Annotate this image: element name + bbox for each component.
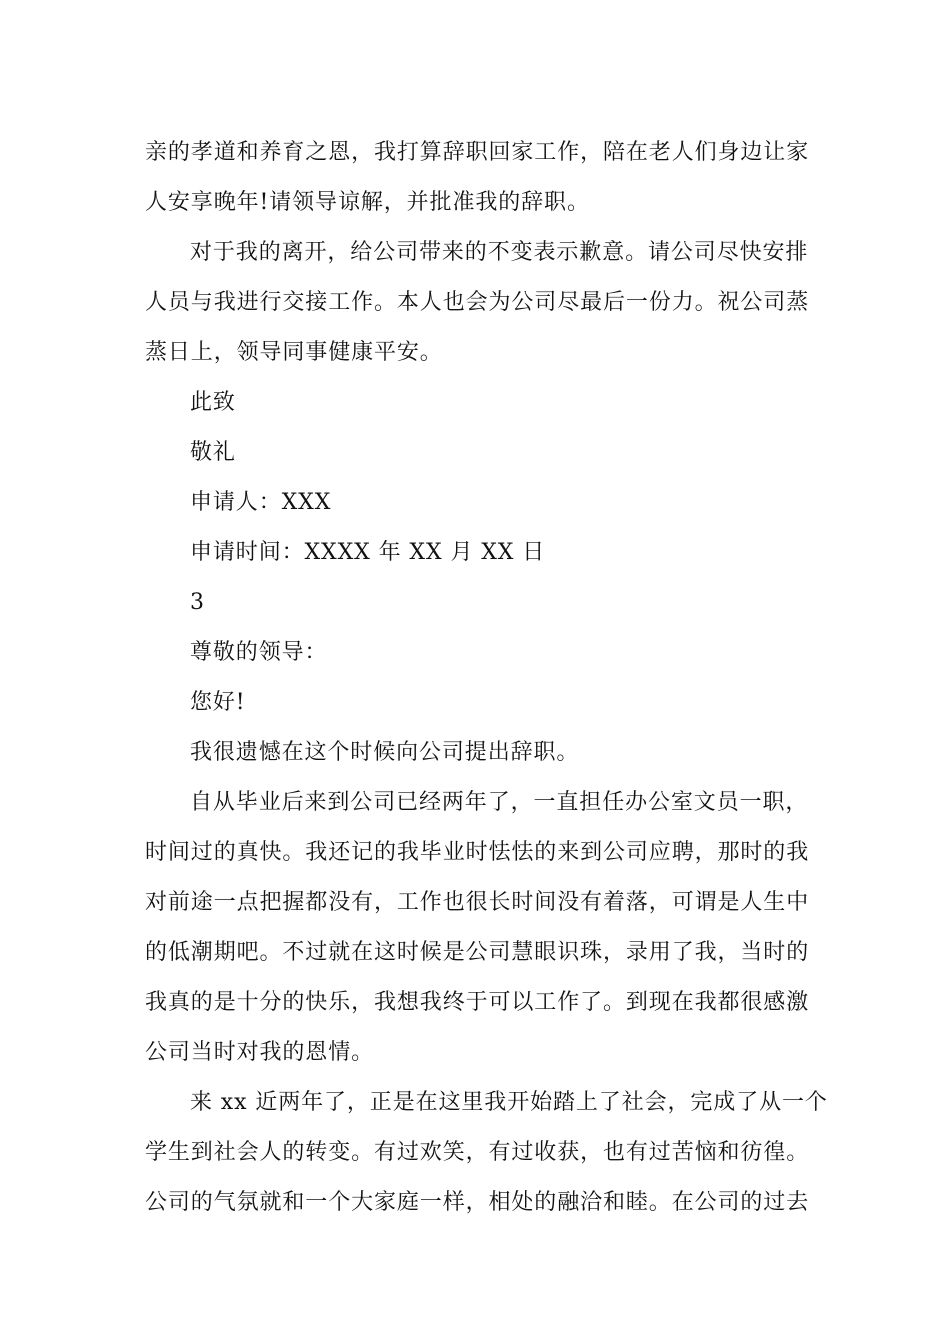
text-line: 人员与我进行交接工作。本人也会为公司尽最后一份力。祝公司蒸 xyxy=(145,290,810,315)
section-number: 3 xyxy=(190,590,205,615)
applicant-name: 申请人：XXX xyxy=(190,490,332,515)
text-line: 学生到社会人的转变。有过欢笑，有过收获，也有过苦恼和彷徨。 xyxy=(145,1140,810,1165)
text-line: 对前途一点把握都没有，工作也很长时间没有着落，可谓是人生中 xyxy=(145,890,810,915)
letter-greeting: 尊敬的领导： xyxy=(190,640,328,665)
text-line: 公司当时对我的恩情。 xyxy=(145,1040,375,1065)
text-line: 人安享晚年!请领导谅解，并批准我的辞职。 xyxy=(145,190,590,215)
document-body xyxy=(145,128,828,1228)
text-line: 我很遗憾在这个时候向公司提出辞职。 xyxy=(190,740,580,765)
closing-salutation: 此致 xyxy=(190,390,236,415)
text-line: 公司的气氛就和一个大家庭一样，相处的融洽和睦。在公司的过去 xyxy=(145,1190,810,1215)
text-line: 对于我的离开，给公司带来的不变表示歉意。请公司尽快安排 xyxy=(190,240,809,265)
text-line: 蒸日上，领导同事健康平安。 xyxy=(145,340,443,365)
text-line: 的低潮期吧。不过就在这时候是公司慧眼识珠，录用了我，当时的 xyxy=(145,940,810,965)
text-line: 时间过的真快。我还记的我毕业时怯怯的来到公司应聘，那时的我 xyxy=(145,840,810,865)
closing-regards: 敬礼 xyxy=(190,440,236,465)
text-line: 自从毕业后来到公司已经两年了，一直担任办公室文员一职， xyxy=(190,790,809,815)
application-date: 申请时间：XXXX 年 XX 月 XX 日 xyxy=(190,540,546,565)
letter-hello: 您好! xyxy=(190,690,246,715)
text-line: 来 xx 近两年了，正是在这里我开始踏上了社会，完成了从一个 xyxy=(190,1090,828,1115)
text-line: 亲的孝道和养育之恩，我打算辞职回家工作，陪在老人们身边让家 xyxy=(145,140,810,165)
text-line: 我真的是十分的快乐，我想我终于可以工作了。到现在我都很感激 xyxy=(145,990,810,1015)
